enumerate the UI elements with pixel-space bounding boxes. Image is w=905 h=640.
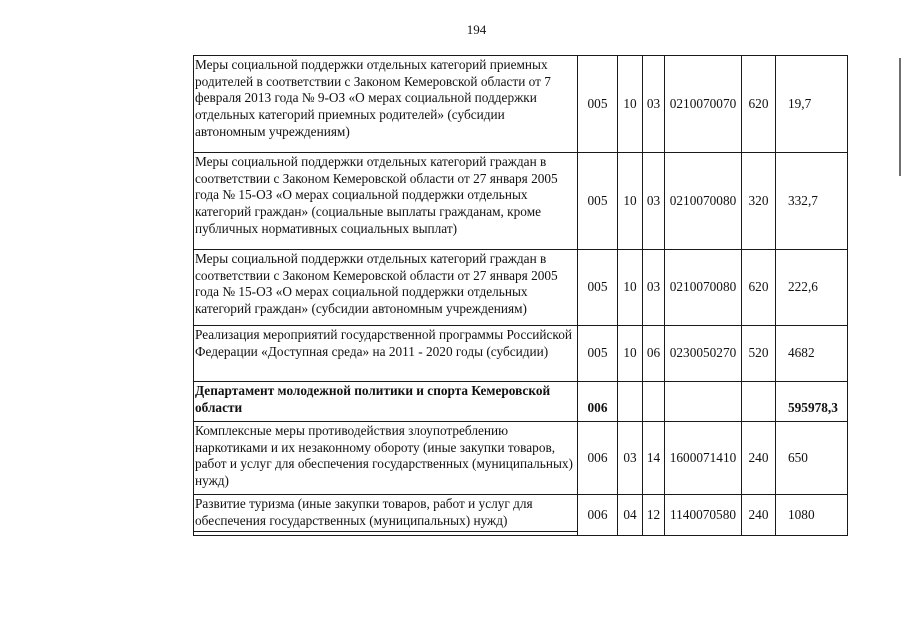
amount: 650 xyxy=(776,422,848,495)
subsection-code: 06 xyxy=(643,326,665,382)
amount: 19,7 xyxy=(776,56,848,153)
budget-allocation-table xyxy=(193,55,848,536)
row-description: Меры социальной поддержки отдельных категорий приемных родителей в соответствии с Законом Кемеровской области от 7 февраля 2013 года № 9-ОЗ «О мерах социальной поддержки отдельных категорий приемных родителей» (субсидии автономным учреждениям) xyxy=(194,56,578,153)
expense-type-code xyxy=(742,382,776,422)
target-article-code: 0210070080 xyxy=(665,250,742,326)
subsection-code: 03 xyxy=(643,153,665,250)
section-code: 10 xyxy=(618,250,643,326)
table-bottom-rule xyxy=(193,531,577,532)
amount: 222,6 xyxy=(776,250,848,326)
section-code: 04 xyxy=(618,495,643,536)
expense-type-code: 520 xyxy=(742,326,776,382)
section-code xyxy=(618,382,643,422)
amount: 332,7 xyxy=(776,153,848,250)
row-description: Развитие туризма (иные закупки товаров, работ и услуг для обеспечения государственных (муниципальных) нужд) xyxy=(194,495,578,536)
row-description: Комплексные меры противодействия злоупотреблению наркотиками и их незаконному обороту (иные закупки товаров, работ и услуг для обеспечения государственных (муниципальных) нужд) xyxy=(194,422,578,495)
table-row xyxy=(194,56,848,153)
section-code: 10 xyxy=(618,153,643,250)
table-row xyxy=(194,153,848,250)
target-article-code xyxy=(665,382,742,422)
table-row xyxy=(194,422,848,495)
scan-edge-mark xyxy=(899,58,901,176)
subsection-code xyxy=(643,382,665,422)
ministry-code: 006 xyxy=(578,495,618,536)
expense-type-code: 620 xyxy=(742,250,776,326)
target-article-code: 1600071410 xyxy=(665,422,742,495)
ministry-code: 005 xyxy=(578,56,618,153)
expense-type-code: 240 xyxy=(742,495,776,536)
department-amount: 595978,3 xyxy=(776,382,848,422)
expense-type-code: 320 xyxy=(742,153,776,250)
row-description: Меры социальной поддержки отдельных категорий граждан в соответствии с Законом Кемеровской области от 27 января 2005 года № 15-ОЗ «О мерах социальной поддержки отдельных категорий граждан» (социальные выплаты гражданам, кроме публичных нормативных социальных выплат) xyxy=(194,153,578,250)
expense-type-code: 620 xyxy=(742,56,776,153)
ministry-code: 005 xyxy=(578,250,618,326)
table-row xyxy=(194,250,848,326)
section-code: 10 xyxy=(618,326,643,382)
ministry-code: 005 xyxy=(578,153,618,250)
ministry-code: 005 xyxy=(578,326,618,382)
department-row xyxy=(194,382,848,422)
ministry-code: 006 xyxy=(578,382,618,422)
section-code: 03 xyxy=(618,422,643,495)
subsection-code: 03 xyxy=(643,56,665,153)
amount: 4682 xyxy=(776,326,848,382)
target-article-code: 0210070080 xyxy=(665,153,742,250)
ministry-code: 006 xyxy=(578,422,618,495)
expense-type-code: 240 xyxy=(742,422,776,495)
subsection-code: 03 xyxy=(643,250,665,326)
department-title: Департамент молодежной политики и спорта Кемеровской области xyxy=(194,382,578,422)
table-row xyxy=(194,326,848,382)
amount: 1080 xyxy=(776,495,848,536)
subsection-code: 14 xyxy=(643,422,665,495)
page-number: 194 xyxy=(466,22,487,37)
target-article-code: 0210070070 xyxy=(665,56,742,153)
row-description: Меры социальной поддержки отдельных категорий граждан в соответствии с Законом Кемеровской области от 27 января 2005 года № 15-ОЗ «О мерах социальной поддержки отдельных категорий граждан» (субсидии автономным учреждениям) xyxy=(194,250,578,326)
section-code: 10 xyxy=(618,56,643,153)
subsection-code: 12 xyxy=(643,495,665,536)
target-article-code: 1140070580 xyxy=(665,495,742,536)
row-description: Реализация мероприятий государственной программы Российской Федерации «Доступная среда» на 2011 - 2020 годы (субсидии) xyxy=(194,326,578,382)
table-row xyxy=(194,495,848,536)
target-article-code: 0230050270 xyxy=(665,326,742,382)
